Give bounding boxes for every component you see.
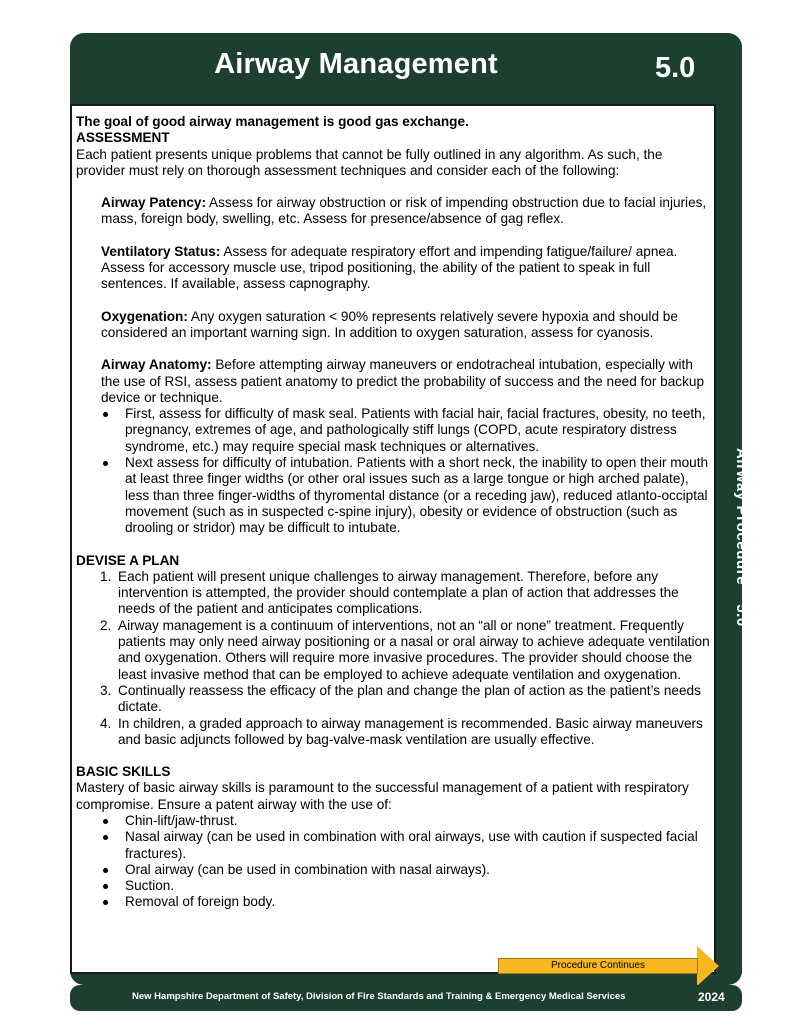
plan-heading: DEVISE A PLAN [76, 552, 180, 568]
bullet-icon [103, 868, 108, 873]
basic-skills-text: Mastery of basic airway skills is paramount to the successful management of a patient with respiratory compromise. Ensure a patent airway with the use of: [76, 780, 689, 812]
list-item: Nasal airway (can be used in combination with oral airways, use with caution if suspected facial fractures). [76, 829, 712, 862]
goal-statement: The goal of good airway management is good gas exchange. [76, 114, 469, 129]
assessment-text: Each patient presents unique problems that cannot be fully outlined in any algorithm. As such, the provider must rely on thorough assessment techniques and consider each of the following: [76, 146, 663, 178]
list-item: 2. Airway management is a continuum of interventions, not an “all or none” treatment. Frequently patients may only need airway positioning or a nasal or oral airway to achieve adequate ventilation and oxygenation. Others will require more invasive procedures. The provider should choose the least invasive method that can be employed to achieve adequate ventilation and oxygenation. [100, 617, 710, 682]
bullet-icon [103, 884, 108, 889]
assessment-item: Airway Anatomy: Before attempting airway maneuvers or endotracheal intubation, especially with the use of RSI, assess patient anatomy to predict the probability of success and the need for backup device or technique. [101, 357, 705, 405]
footer-year: 2024 [698, 990, 725, 1004]
basic-skills-heading: BASIC SKILLS [76, 764, 171, 780]
list-item: Chin-lift/jaw-thrust. [76, 813, 712, 829]
footer-text: New Hampshire Department of Safety, Division of Fire Standards and Training & Emergency Medical Services [132, 991, 626, 1002]
bullet-icon [103, 900, 108, 905]
list-item: Oral airway (can be used in combination with nasal airways). [76, 862, 712, 878]
protocol-number: 5.0 [655, 52, 696, 84]
assessment-item: Oxygenation: Any oxygen saturation < 90% represents relatively severe hypoxia and should be considered an important warning sign. In addition to oxygen saturation, assess for cyanosis. [101, 308, 678, 340]
anatomy-bullet-list [76, 406, 712, 536]
list-item: Next assess for difficulty of intubation. Patients with a short neck, the inability to open their mouth at least three finger widths (or other oral issues such as a large tongue or high arched palate), less than three finger-widths of thyromental distance (or a receding jaw), reduced atlanto-occiptal movement (such as in suspected c-spine injury), obesity or evidence of obstruction (such as drooling or stridor) may be difficult to intubate. [76, 455, 712, 536]
procedure-continues-button[interactable]: Procedure Continues [498, 958, 698, 974]
list-item: 4. In children, a graded approach to airway management is recommended. Basic airway maneuvers and basic adjuncts followed by bag-valve-mask ventilation are usually effective. [100, 715, 703, 747]
list-item: Suction. [76, 878, 712, 894]
list-item: 3. Continually reassess the efficacy of the plan and change the plan of action as the patient’s needs dictate. [100, 682, 701, 715]
arrow-right-icon[interactable] [697, 946, 719, 986]
list-item: Removal of foreign body. [76, 894, 712, 910]
bullet-icon [103, 819, 108, 824]
assessment-item: Ventilatory Status: Assess for adequate respiratory effort and impending fatigue/failure/ apnea. Assess for accessory muscle use, tripod positioning, the ability of the patient to speak in full sentences. If available, assess capnography. [101, 243, 678, 292]
list-item: 1. Each patient will present unique challenges to airway management. Therefore, before any intervention is attempted, the provider should contemplate a plan of action that addresses the needs of the patient and anticipates complications. [100, 568, 679, 617]
bullet-icon [103, 461, 108, 466]
side-tab-label: Airway Procedure 5.0 [733, 448, 750, 627]
page-title: Airway Management [214, 48, 498, 80]
list-item: First, assess for difficulty of mask seal. Patients with facial hair, facial fractures, obesity, no teeth, pregnancy, extremes of age, and pathologically stiff lungs (COPD, acute respiratory distress syndrome, etc.) may require special mask techniques or alternatives. [76, 406, 712, 455]
content-panel [70, 104, 716, 974]
basic-skills-list [76, 813, 712, 911]
assessment-item: Airway Patency: Assess for airway obstruction or risk of impending obstruction due to facial injuries, mass, foreign body, swelling, etc. Assess for presence/absence of gag reflex. [101, 195, 707, 227]
plan-list [76, 569, 712, 748]
bullet-icon [103, 835, 108, 840]
bullet-icon [103, 412, 108, 417]
document-body [76, 114, 712, 911]
assessment-heading: ASSESSMENT [76, 130, 170, 146]
